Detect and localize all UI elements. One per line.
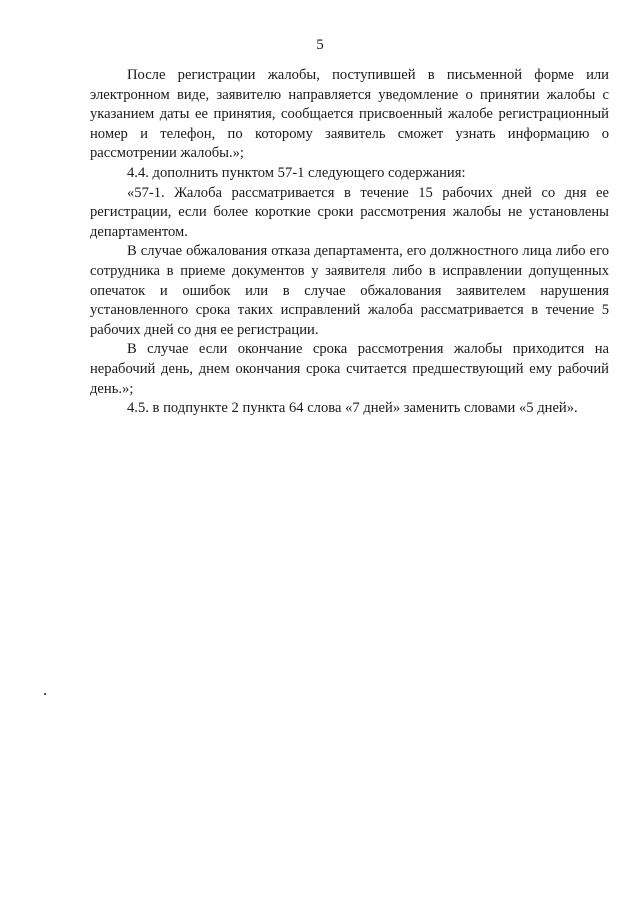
- scan-dot-mark: [44, 693, 46, 695]
- paragraph-item-4-4: 4.4. дополнить пунктом 57-1 следующего содержания:: [127, 164, 466, 181]
- page-number: 5: [316, 37, 324, 53]
- paragraph-complaint-registration-notice: После регистрации жалобы, поступившей в письменной форме или электронном виде, заявителю направляется уведомление о принятии жалобы с указанием даты ее принятия, сообщается присвоенный жалобе регистрационный номер и телефон, по которому заявитель сможет узнать информацию о рассмотрении жалобы.»;: [90, 67, 609, 162]
- paragraph-appeal-refusal: В случае обжалования отказа департамента, его должностного лица либо его сотрудника в приеме документов у заявителя либо в исправлении допущенных опечаток и ошибок или в случае обжалования заявителем нарушения установленного срока таких исправлений жалоба рассматривается в течение 5 рабочих дней со дня ее регистрации.: [90, 243, 609, 338]
- document-body: [90, 66, 609, 419]
- paragraph-item-4-5: 4.5. в подпункте 2 пункта 64 слова «7 дней» заменить словами «5 дней».: [127, 400, 578, 417]
- paragraph-non-working-day: В случае если окончание срока рассмотрения жалобы приходится на нерабочий день, днем окончания срока считается предшествующий ему рабочий день.»;: [90, 341, 609, 397]
- paragraph-item-57-1: «57-1. Жалоба рассматривается в течение 15 рабочих дней со дня ее регистрации, если более короткие сроки рассмотрения жалобы не установлены департаментом.: [90, 184, 609, 240]
